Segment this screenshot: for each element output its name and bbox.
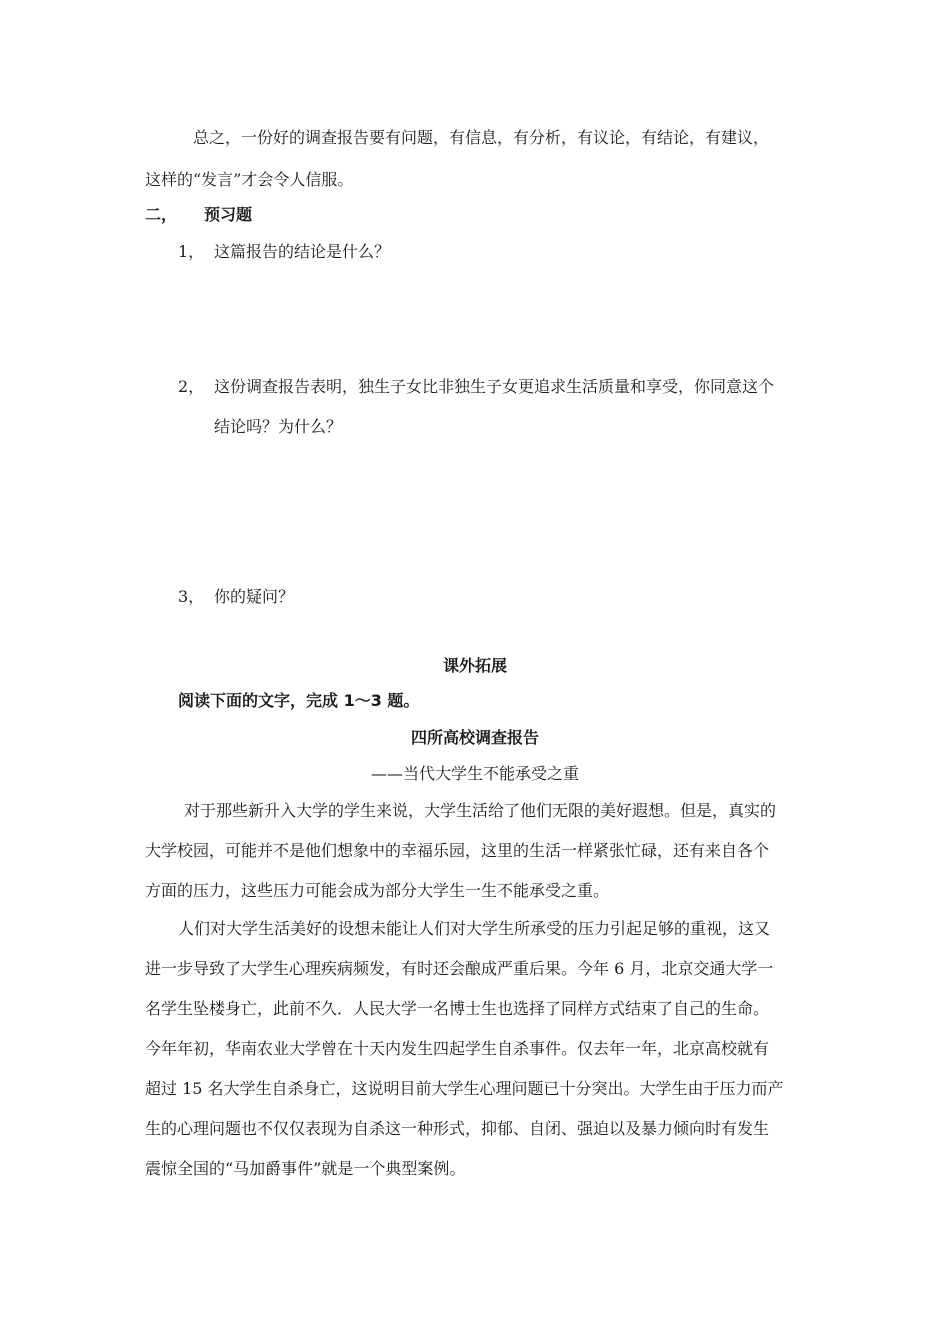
intro-line-1: 总之，一份好的调查报告要有问题，有信息，有分析，有议论，有结论，有建议， [193, 128, 770, 147]
question-2-number: 2， [178, 377, 205, 396]
intro-line-2: 这样的“发言”才会令人信服。 [145, 170, 354, 189]
section-number: 二， [145, 205, 178, 224]
question-3-text: 你的疑问？ [214, 587, 295, 606]
para2-line-3: 名学生坠楼身亡，此前不久．人民大学一名博士生也选择了同样方式结束了自己的生命。 [145, 999, 770, 1018]
para2-line-5: 超过 15 名大学生自杀身亡，这说明目前大学生心理问题已十分突出。大学生由于压力而产 [145, 1079, 784, 1098]
article-subtitle: ——当代大学生不能承受之重 [370, 764, 579, 783]
para1-line-2: 大学校园，可能并不是他们想象中的幸福乐园，这里的生活一样紧张忙碌，还有来自各个 [145, 841, 770, 860]
question-2-text-line-2: 结论吗？为什么？ [214, 417, 343, 436]
section-title: 预习题 [204, 205, 253, 224]
reading-instruction: 阅读下面的文字，完成 1～3 题。 [178, 691, 420, 710]
question-1-text: 这篇报告的结论是什么？ [214, 242, 391, 261]
para2-line-4: 今年年初，华南农业大学曾在十天内发生四起学生自杀事件。仅去年一年，北京高校就有 [145, 1039, 770, 1058]
para2-line-6: 生的心理问题也不仅仅表现为自杀这一种形式，抑郁、自闭、强迫以及暴力倾向时有发生 [145, 1119, 770, 1138]
question-3-number: 3， [178, 587, 205, 606]
question-2-text-line-1: 这份调查报告表明，独生子女比非独生子女更追求生活质量和享受，你同意这个 [214, 377, 775, 396]
para1-line-3: 方面的压力，这些压力可能会成为部分大学生一生不能承受之重。 [145, 881, 610, 900]
para2-line-7: 震惊全国的“马加爵事件”就是一个典型案例。 [145, 1159, 466, 1178]
question-1-number: 1， [178, 242, 205, 261]
para1-line-1: 对于那些新升入大学的学生来说，大学生活给了他们无限的美好遐想。但是，真实的 [184, 801, 777, 820]
para2-line-2: 进一步导致了大学生心理疾病频发，有时还会酿成严重后果。今年 6 月，北京交通大学一 [145, 959, 774, 978]
para2-line-1: 人们对大学生活美好的设想未能让人们对大学生所承受的压力引起足够的重视，这又 [178, 919, 771, 938]
extension-heading: 课外拓展 [442, 656, 507, 675]
article-title: 四所高校调查报告 [410, 728, 539, 747]
